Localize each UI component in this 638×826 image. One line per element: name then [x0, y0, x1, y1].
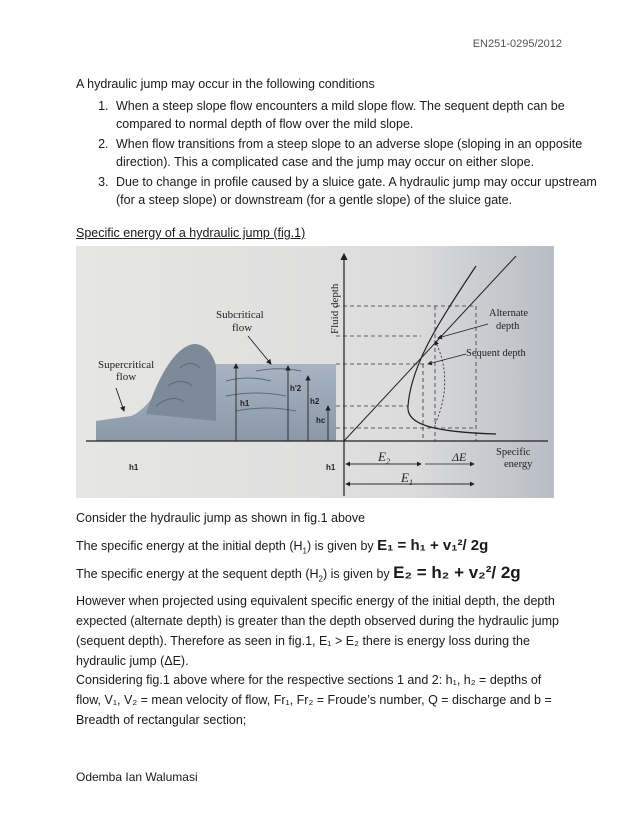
e1-equation: E₁ = h₁ + v₁²/ 2g: [377, 537, 489, 554]
svg-text:depth: depth: [496, 321, 520, 332]
conditions-list: [76, 98, 602, 212]
consider-text: Consider the hydraulic jump as shown in fig.1 above: [76, 511, 366, 525]
svg-text:flow: flow: [116, 371, 137, 383]
condition-item: 3. Due to change in profile caused by a sluice gate. A hydraulic jump may occur upstream (for a steep slope) or downstream (for a gentle slope) of the sluice gate.: [112, 174, 602, 209]
supercritical-label: Supercritical: [98, 359, 155, 371]
e2-equation-line: The specific energy at the sequent depth $(H_2)$ is given by E₂ = h₂ + v₂²/ 2g: [76, 563, 521, 584]
fluid-depth-label: Fluid depth: [329, 283, 341, 334]
subcritical-label: Subcritical: [216, 309, 264, 321]
considering-paragraph: Considering fig.1 above where for the respective sections 1 and 2: h₁, h₂ = depths of flow, V₁, V₂ = mean velocity of flow, Fr₁, Fr₂ = Froude’s number, Q = discharge and b = Breadth of rectangular section;: [76, 673, 552, 727]
e2-equation: E₂ = h₂ + v₂²/ 2g: [393, 563, 521, 582]
condition-item: 2. When flow transitions from a steep slope to an adverse slope (sloping in an opposite direction). This a complicated case and the jump may occur on either slope.: [112, 136, 602, 171]
svg-text:E2: $E_2$: [378, 449, 390, 466]
e1-label: E: [401, 470, 409, 485]
e1-equation-line: The specific energy at the initial depth $(H_1)$ is given by E₁ = h₁ + v₁²/ 2g: [76, 537, 489, 556]
svg-text:E1: $E_1$: [401, 470, 413, 487]
condition-item: 1. When a steep slope flow encounters a mild slope flow. The sequent depth can be compared to normal depth of flow over the mild slope.: [112, 98, 602, 133]
intro-text: A hydraulic jump may occur in the following conditions: [76, 77, 375, 91]
e2-label: E: [378, 449, 386, 464]
svg-text:energy: energy: [504, 459, 533, 470]
sequent-depth-label: Sequent depth: [466, 348, 526, 359]
author-footer: Odemba Ian Walumasi: [76, 770, 198, 784]
section-title: Specific energy of a hydraulic jump (fig.1): [76, 226, 306, 240]
specific-energy-label: Specific: [496, 447, 531, 458]
document-code: EN251-0295/2012: [472, 38, 562, 50]
h1-right-label: h1: [326, 463, 336, 472]
h1-left-label: h1: [129, 463, 139, 472]
h2-prime-label: h'2: [290, 384, 302, 393]
hydraulic-jump-figure: [76, 246, 554, 498]
h2-label: h2: [310, 397, 320, 406]
however-paragraph: However when projected using equivalent specific energy of the initial depth, the depth expected (alternate depth) is greater than the depth observed during the hydraulic jump (sequent depth). Therefore as seen in fig.1, E₁ > E₂ there is energy loss during the hydraulic jump (ΔE).: [76, 594, 559, 668]
alternate-depth-label: Alternate: [489, 308, 529, 319]
hc-label: hc: [316, 416, 326, 425]
delta-e-label: ΔE: [452, 450, 467, 464]
h1-depth-label: h1: [240, 399, 250, 408]
svg-text:flow: flow: [232, 322, 253, 334]
